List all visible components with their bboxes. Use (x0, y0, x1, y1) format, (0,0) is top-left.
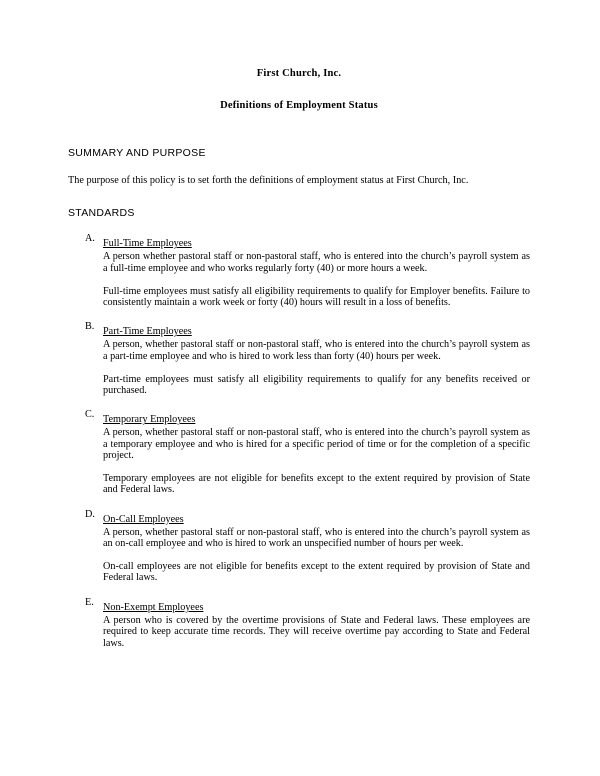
list-item-title: Temporary Employees (103, 414, 196, 426)
list-item-paragraph: Temporary employees are not eligible for benefits except to the extent required by provision of State and Federal laws. (103, 473, 530, 496)
list-item (68, 509, 530, 584)
list-item-paragraph: A person, whether pastoral staff or non-pastoral staff, who is entered into the church’s payroll system as an on-call employee and who is hired to work an unspecified number of hours per week. (103, 526, 530, 550)
list-item-paragraph: Full-time employees must satisfy all eligibility requirements to qualify for Employer benefits. Failure to consistently maintain a work week or forty (40) hours will result in a loss of benefits. (103, 285, 530, 309)
list-item (68, 597, 530, 649)
list-item-marker: D. (85, 508, 95, 520)
document-title: First Church, Inc. (256, 68, 342, 79)
list-item-title: Non-Exempt Employees (103, 601, 204, 613)
list-item-marker: C. (85, 409, 95, 421)
list-item (68, 409, 530, 495)
list-item-paragraph: A person whether pastoral staff or non-pastoral staff, who is entered into the church’s payroll system as a full-time employee and who works regularly forty (40) or more hours a week. (103, 251, 530, 274)
list-item-paragraph: A person, whether pastoral staff or non-pastoral staff, who is entered into the church’s payroll system as a part-time employee and who is hired to work less than forty (40) hours per week. (103, 339, 530, 362)
list-item-paragraph: On-call employees are not eligible for benefits except to the extent required by provision of State and Federal laws. (103, 561, 530, 584)
list-item-paragraph: A person who is covered by the overtime provisions of State and Federal laws. These employees are required to keep accurate time records. They will receive overtime pay according to State and Federal laws. (103, 614, 530, 649)
list-item-marker: A. (85, 233, 95, 245)
list-item-paragraph: A person, whether pastoral staff or non-pastoral staff, who is entered into the church’s payroll system as a temporary employee and who is hired for a specific period of time or for the completion of a specific project. (103, 427, 530, 462)
list-item-marker: B. (85, 321, 95, 333)
section-heading-summary-and-purpose: SUMMARY AND PURPOSE (68, 147, 206, 159)
section-heading-standards: STANDARDS (68, 207, 135, 220)
document-subtitle: Definitions of Employment Status (220, 100, 378, 111)
list-item-paragraph: Part-time employees must satisfy all eligibility requirements to qualify for any benefits received or purchased. (103, 373, 530, 397)
list-item-title: On-Call Employees (103, 513, 184, 525)
standards-list (68, 233, 530, 649)
summary-paragraph: The purpose of this policy is to set forth the definitions of employment status at First Church, Inc. (68, 175, 469, 186)
list-item (68, 321, 530, 396)
list-item-title: Full-Time Employees (103, 238, 192, 250)
list-item-title: Part-Time Employees (103, 326, 192, 338)
list-item-marker: E. (85, 596, 94, 608)
list-item (68, 233, 530, 308)
